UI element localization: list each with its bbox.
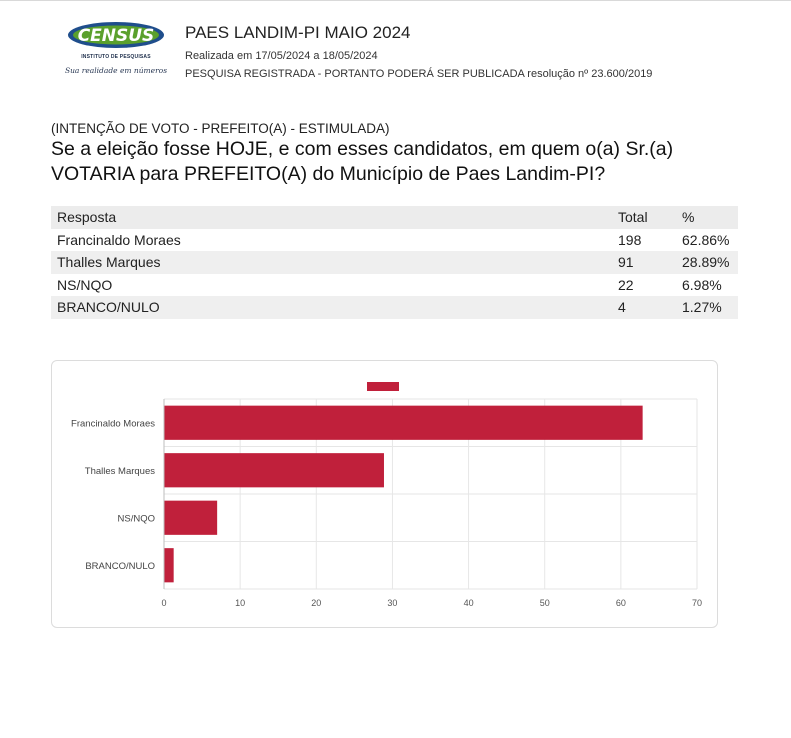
category-label: Thalles Marques	[84, 465, 155, 477]
vote-intention-chart	[51, 360, 718, 628]
row-answer: BRANCO/NULO	[57, 299, 160, 316]
report-title: PAES LANDIM-PI MAIO 2024	[185, 23, 411, 42]
x-tick-label: 0	[161, 598, 167, 608]
header-total: Total	[612, 206, 676, 229]
header-answer: Resposta	[51, 206, 612, 229]
x-tick-label: 20	[311, 598, 322, 608]
category-label: Francinaldo Moraes	[71, 418, 155, 430]
row-total: 22	[618, 276, 634, 293]
bar	[164, 453, 384, 487]
row-pct: 28.89%	[682, 254, 730, 271]
logo-slogan: Sua realidade em números	[64, 66, 168, 75]
header-pct: %	[676, 206, 738, 229]
row-answer: Francinaldo Moraes	[57, 231, 181, 248]
legend-swatch	[367, 382, 399, 391]
x-tick-label: 10	[235, 598, 246, 608]
row-total: 4	[618, 299, 626, 316]
category-label: BRANCO/NULO	[85, 560, 155, 572]
question-text: Se a eleição fosse HOJE, e com esses candidatos, em quem o(a) Sr.(a) VOTARIA para PREFEITO(A) do Município de Paes Landim-PI?	[51, 138, 674, 185]
x-tick-label: 50	[539, 598, 550, 608]
question-category: (INTENÇÃO DE VOTO - PREFEITO(A) - ESTIMULADA)	[51, 121, 390, 136]
row-pct: 1.27%	[682, 299, 722, 316]
row-pct: 6.98%	[682, 276, 722, 293]
results-table	[51, 206, 738, 319]
category-label: NS/NQO	[117, 513, 155, 525]
row-total: 91	[618, 254, 634, 271]
table-row	[51, 274, 738, 297]
row-answer: Thalles Marques	[57, 254, 161, 271]
table-header-row	[51, 206, 738, 229]
x-tick-label: 60	[615, 598, 626, 608]
logo-subtext: INSTITUTO DE PESQUISAS	[81, 54, 151, 60]
registration-notice: PESQUISA REGISTRADA - PORTANTO PODERÁ SER PUBLICADA resolução nº 23.600/2019	[185, 68, 653, 80]
census-logo-mark	[62, 18, 170, 54]
row-answer: NS/NQO	[57, 276, 113, 293]
bar	[164, 548, 174, 582]
x-tick-label: 70	[691, 598, 703, 608]
top-divider	[0, 0, 791, 1]
x-tick-label: 30	[387, 598, 398, 608]
row-pct: 62.86%	[682, 231, 730, 248]
census-logo	[62, 18, 170, 82]
survey-date-range: Realizada em 17/05/2024 a 18/05/2024	[185, 50, 378, 62]
table-row	[51, 251, 738, 274]
table-row	[51, 229, 738, 252]
logo-wordmark: CENSUS	[77, 26, 155, 46]
bar	[164, 501, 217, 535]
bar	[164, 406, 643, 440]
row-total: 198	[618, 231, 642, 248]
table-row	[51, 296, 738, 319]
x-tick-label: 40	[463, 598, 474, 608]
bar-chart-svg	[52, 361, 717, 627]
